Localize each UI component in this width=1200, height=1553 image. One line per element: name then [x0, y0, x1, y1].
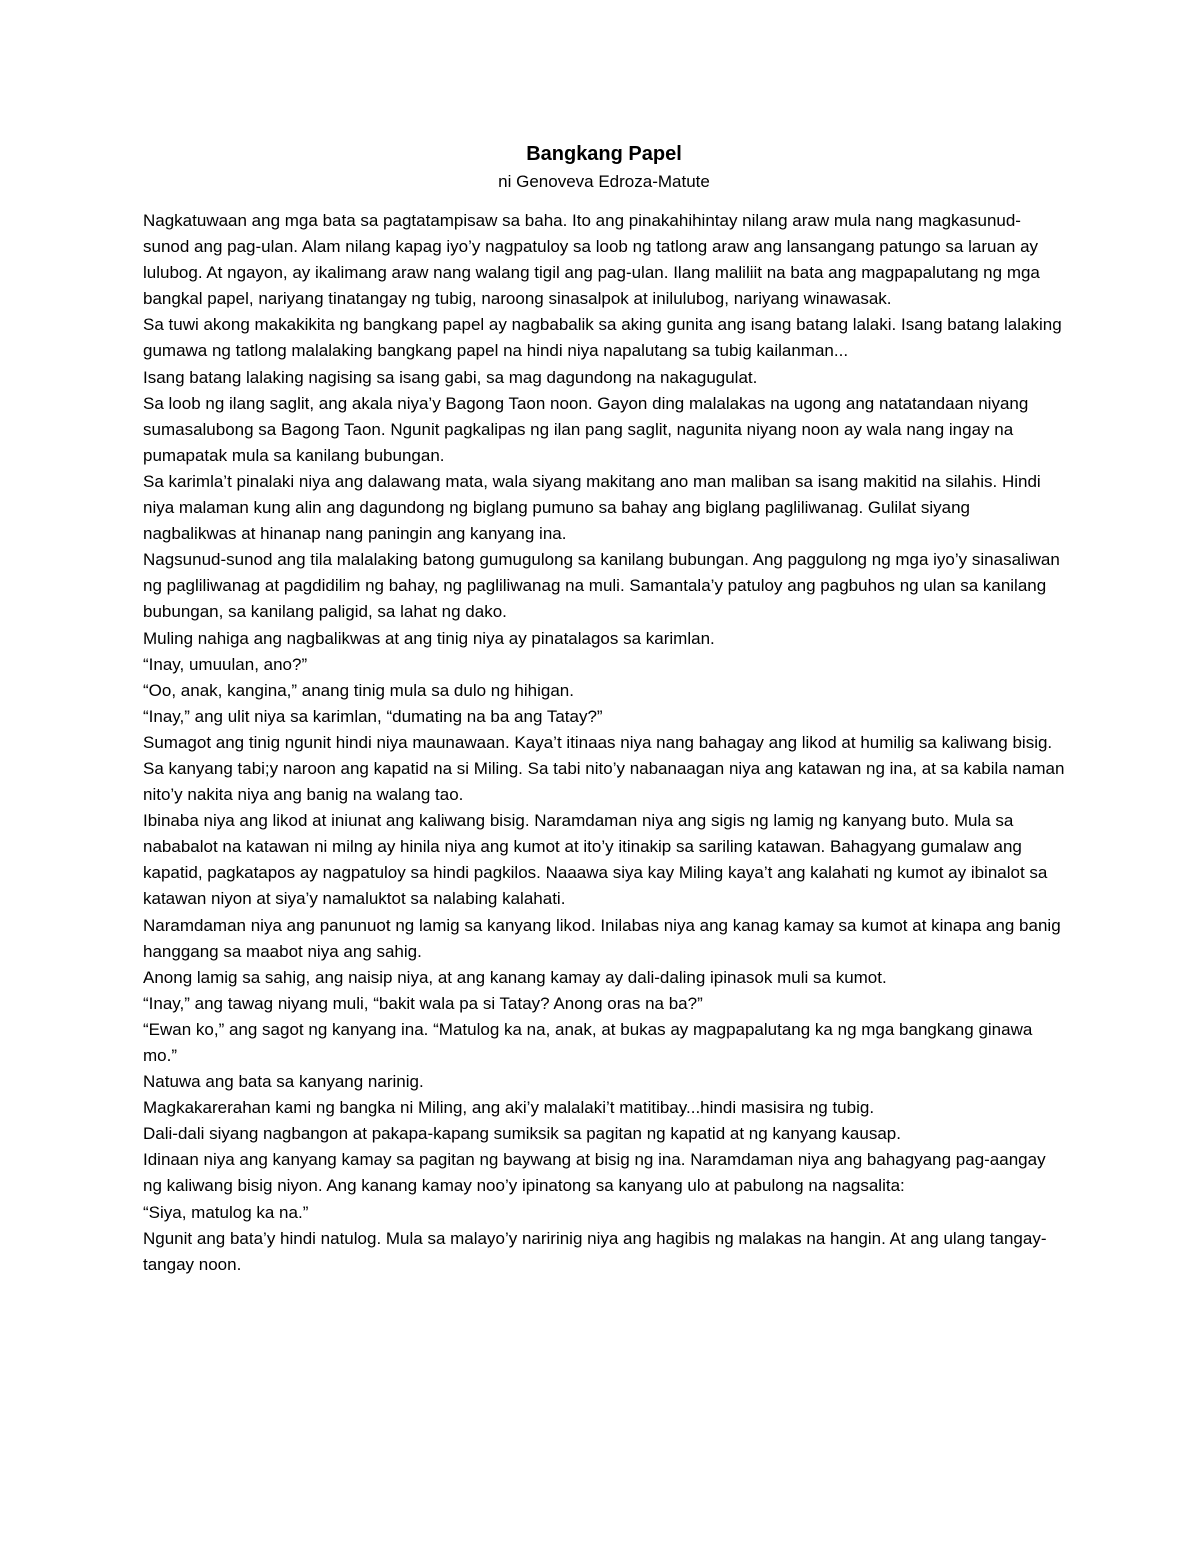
paragraph: Anong lamig sa sahig, ang naisip niya, at ang kanang kamay ay dali-daling ipinasok muli sa kumot. — [143, 967, 887, 987]
paragraph: Sa karimla’t pinalaki niya ang dalawang mata, wala siyang makitang ano man maliban sa isang makitid na silahis. Hindi niya malaman kung alin ang dagundong ng biglang pumuno sa bahay ang biglang pagliliwanag. Gulilat siyang nagbalikwas at hinanap nang paningin ang kanyang ina. — [143, 471, 1046, 544]
paragraph: Sa tuwi akong makakikita ng bangkang papel ay nagbabalik sa aking gunita ang isang batang lalaki. Isang batang lalaking gumawa ng tatlong malalaking bangkang papel na hindi niya napalutang sa tubig kailanman... — [143, 315, 1067, 361]
document-title: Bangkang Papel — [526, 143, 682, 165]
paragraph: Nagkatuwaan ang mga bata sa pagtatampisaw sa baha. Ito ang pinakahihintay nilang araw mula nang magkasunud-sunod ang pag-ulan. Alam nilang kapag iyo’y nagpatuloy sa loob ng tatlong araw ang lansangang patungo sa laruan ay lulubog. At ngayon, ay ikalimang araw nang walang tigil ang pag-ulan. Ilang maliliit na bata ang magpapalutang ng mga bangkal papel, nariyang tinatangay ng tubig, naroong sinasalpok at inilulubog, nariyang winawasak. — [143, 211, 1045, 309]
paragraph: Dali-dali siyang nagbangon at pakapa-kapang sumiksik sa pagitan ng kapatid at ng kanyang kausap. — [143, 1124, 901, 1144]
paragraph: “Siya, matulog ka na.” — [143, 1202, 309, 1222]
paragraph: Sumagot ang tinig ngunit hindi niya maunawaan. Kaya’t itinaas niya nang bahagay ang likod at humilig sa kaliwang bisig. Sa kanyang tabi;y naroon ang kapatid na si Miling. Sa tabi nito’y nabanaagan niya ang katawan ng ina, at sa kabila naman nito’y nakita niya ang banig na walang tao. — [143, 732, 1070, 805]
paragraph: Ibinaba niya ang likod at iniunat ang kaliwang bisig. Naramdaman niya ang sigis ng lamig ng kanyang buto. Mula sa nababalot na katawan ni milng ay hinila niya ang kumot at ito’y itinakip sa sariling katawan. Bahagyang gumalaw ang kapatid, pagkatapos ay nagpatuloy sa hindi pagkilos. Naaawa siya kay Miling kaya’t ang kalahati ng kumot ay ibinalot sa katawan niyon at siya’y namaluktot sa nalabing kalahati. — [143, 811, 1053, 909]
paragraph: Idinaan niya ang kanyang kamay sa pagitan ng baywang at bisig ng ina. Naramdaman niya ang bahagyang pag-aangay ng kaliwang bisig niyon. Ang kanang kamay noo’y ipinatong sa kanyang ulo at pabulong na nagsalita: — [143, 1150, 1051, 1196]
paragraph: Sa loob ng ilang saglit, ang akala niya’y Bagong Taon noon. Gayon ding malalakas na ugong ang natatandaan niyang sumasalubong sa Bagong Taon. Ngunit pagkalipas ng ilan pang saglit, nagunita niyang noon ay wala nang ingay na pumapatak mula sa kanilang bubungan. — [143, 393, 1034, 465]
paragraph: Isang batang lalaking nagising sa isang gabi, sa mag dagundong na nakagugulat. — [143, 367, 758, 387]
paragraph: “Ewan ko,” ang sagot ng kanyang ina. “Matulog ka na, anak, at bukas ay magpapalutang ka ng mga bangkang ginawa mo.” — [143, 1019, 1038, 1065]
paragraph: “Inay,” ang tawag niyang muli, “bakit wala pa si Tatay? Anong oras na ba?” — [143, 993, 703, 1013]
document-body — [143, 208, 1070, 1278]
paragraph: “Inay, umuulan, ano?” — [143, 654, 308, 674]
document-page — [143, 140, 1070, 1278]
paragraph: Naramdaman niya ang panunuot ng lamig sa kanyang likod. Inilabas niya ang kanag kamay sa kumot at kinapa ang banig hanggang sa maabot niya ang sahig. — [143, 915, 1066, 961]
paragraph: “Oo, anak, kangina,” anang tinig mula sa dulo ng hihigan. — [143, 680, 574, 700]
document-author: ni Genoveva Edroza-Matute — [498, 172, 710, 191]
paragraph: Muling nahiga ang nagbalikwas at ang tinig niya ay pinatalagos sa karimlan. — [143, 628, 715, 648]
paragraph: Natuwa ang bata sa kanyang narinig. — [143, 1072, 424, 1092]
paragraph: Ngunit ang bata’y hindi natulog. Mula sa malayo’y naririnig niya ang hagibis ng malakas na hangin. At ang ulang tangay-tangay noon. — [143, 1228, 1047, 1274]
paragraph: Nagsunud-sunod ang tila malalaking batong gumugulong sa kanilang bubungan. Ang paggulong ng mga iyo’y sinasaliwan ng pagliliwanag at pagdidilim ng bahay, ng pagliliwanag na muli. Samantala’y patuloy ang pagbuhos ng ulan sa kanilang bubungan, sa kanilang paligid, sa lahat ng dako. — [143, 550, 1065, 622]
paragraph: Magkakarerahan kami ng bangka ni Miling, ang aki’y malalaki’t matitibay...hindi masisira ng tubig. — [143, 1098, 875, 1118]
paragraph: “Inay,” ang ulit niya sa karimlan, “dumating na ba ang Tatay?” — [143, 706, 603, 726]
